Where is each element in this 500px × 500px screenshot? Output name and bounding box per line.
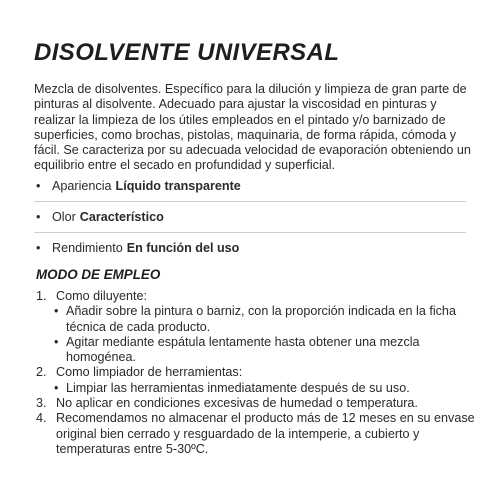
bullet: • (54, 304, 59, 319)
step-item (36, 289, 476, 304)
property-label: Rendimiento (52, 241, 123, 255)
property-label: Apariencia (52, 179, 112, 193)
usage-steps (36, 289, 476, 457)
step-item (36, 396, 476, 411)
sub-step-text: Limpiar las herramientas inmediatamente después de su uso. (66, 380, 410, 395)
step-number: 3. (36, 396, 47, 411)
sub-step-item (54, 381, 476, 396)
step-number: 4. (36, 411, 47, 426)
property-row (34, 202, 466, 232)
step-item (36, 411, 476, 457)
sub-step-text: Agitar mediante espátula lentamente hasta obtener una mezcla homogénea. (66, 334, 420, 365)
step-text: Como limpiador de herramientas: (56, 365, 243, 380)
step-item (36, 365, 476, 380)
step-number: 1. (36, 289, 47, 303)
bullet: • (36, 210, 41, 224)
property-row (34, 233, 466, 263)
property-value: En función del uso (126, 241, 240, 255)
property-label: Olor (52, 210, 76, 224)
property-value: Líquido transparente (115, 179, 241, 193)
step-text: Recomendamos no almacenar el producto más de 12 meses en su envase original bien cerrado y resguardado de la intemperie, a cubierto y temperaturas entre 5-30ºC. (56, 411, 475, 456)
page-title: DISOLVENTE UNIVERSAL (34, 39, 340, 66)
step-text: Como diluyente: (56, 289, 148, 303)
property-value: Característico (79, 210, 164, 224)
usage-title: MODO DE EMPLEO (36, 267, 161, 282)
bullet: • (36, 179, 41, 193)
step-text: No aplicar en condiciones excesivas de humedad o temperatura. (56, 396, 418, 411)
bullet: • (54, 334, 59, 349)
step-number: 2. (36, 365, 47, 380)
properties-list (34, 171, 466, 263)
bullet: • (36, 241, 41, 255)
bullet: • (54, 380, 59, 395)
intro-paragraph: Mezcla de disolventes. Específico para la dilución y limpieza de gran parte de pinturas al disolvente. Adecuado para ajustar la viscosidad en pinturas y realizar la limpieza de los útiles empleados en el pintado y/o barnizado de superficies, como brochas, pistolas, maquinaria, de forma rápida, cómoda y fácil. Se caracteriza por su adecuada velocidad de evaporación obteniendo un equilibrio entre el secado en profundidad y superficial. (34, 82, 471, 173)
sub-step-item (54, 335, 476, 366)
sub-step-item (54, 304, 476, 335)
sub-step-text: Añadir sobre la pintura o barniz, con la proporción indicada en la ficha técnica de cada producto. (66, 304, 456, 334)
property-row (34, 171, 466, 201)
